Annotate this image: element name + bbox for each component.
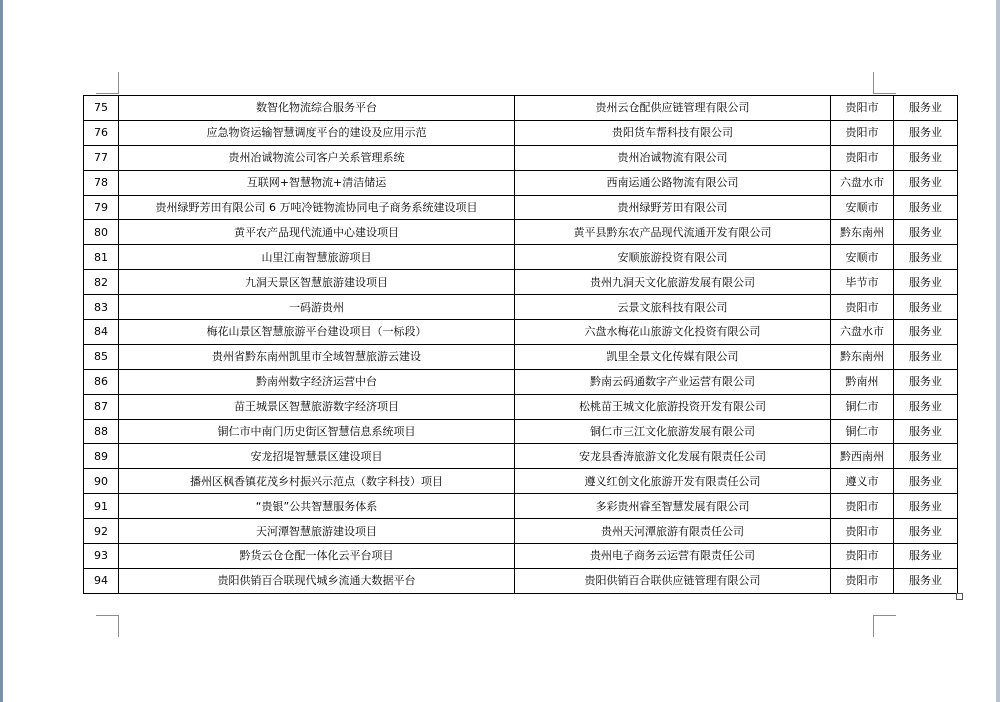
company-name-cell: 安龙县香涛旅游文化发展有限责任公司 bbox=[515, 444, 831, 469]
crop-mark-top-right bbox=[873, 72, 874, 94]
industry-cell: 服务业 bbox=[894, 145, 958, 170]
industry-cell: 服务业 bbox=[894, 369, 958, 394]
row-number-cell: 87 bbox=[84, 394, 119, 419]
project-name-cell: “贵银”公共智慧服务体系 bbox=[119, 494, 515, 519]
industry-cell: 服务业 bbox=[894, 419, 958, 444]
table-row bbox=[84, 568, 958, 593]
company-name-cell: 西南运通公路物流有限公司 bbox=[515, 170, 831, 195]
region-cell: 贵阳市 bbox=[831, 519, 894, 544]
row-number-cell: 92 bbox=[84, 519, 119, 544]
company-name-cell: 凯里全景文化传媒有限公司 bbox=[515, 344, 831, 369]
project-name-cell: 贵州绿野芳田有限公司 6 万吨冷链物流协同电子商务系统建设项目 bbox=[119, 195, 515, 220]
row-number-cell: 80 bbox=[84, 220, 119, 245]
project-name-cell: 贵州冶诚物流公司客户关系管理系统 bbox=[119, 145, 515, 170]
row-number-cell: 78 bbox=[84, 170, 119, 195]
crop-mark-bottom-left bbox=[118, 615, 119, 637]
industry-cell: 服务业 bbox=[894, 320, 958, 345]
industry-cell: 服务业 bbox=[894, 469, 958, 494]
industry-cell: 服务业 bbox=[894, 544, 958, 569]
table-row bbox=[84, 369, 958, 394]
crop-mark-bottom-left-h bbox=[96, 615, 118, 616]
region-cell: 六盘水市 bbox=[831, 170, 894, 195]
row-number-cell: 75 bbox=[84, 96, 119, 121]
company-name-cell: 安顺旅游投资有限公司 bbox=[515, 245, 831, 270]
region-cell: 毕节市 bbox=[831, 270, 894, 295]
project-name-cell: 一码游贵州 bbox=[119, 295, 515, 320]
row-number-cell: 93 bbox=[84, 544, 119, 569]
project-name-cell: 山里江南智慧旅游项目 bbox=[119, 245, 515, 270]
table-row bbox=[84, 170, 958, 195]
row-number-cell: 76 bbox=[84, 120, 119, 145]
project-table-body bbox=[84, 96, 958, 594]
industry-cell: 服务业 bbox=[894, 220, 958, 245]
region-cell: 安顺市 bbox=[831, 245, 894, 270]
company-name-cell: 贵州天河潭旅游有限责任公司 bbox=[515, 519, 831, 544]
region-cell: 遵义市 bbox=[831, 469, 894, 494]
company-name-cell: 贵州冶诚物流有限公司 bbox=[515, 145, 831, 170]
row-number-cell: 91 bbox=[84, 494, 119, 519]
company-name-cell: 贵阳供销百合联供应链管理有限公司 bbox=[515, 568, 831, 593]
crop-mark-bottom-right-h bbox=[874, 615, 896, 616]
table-row bbox=[84, 320, 958, 345]
row-number-cell: 94 bbox=[84, 568, 119, 593]
project-name-cell: 应急物资运输智慧调度平台的建设及应用示范 bbox=[119, 120, 515, 145]
region-cell: 黔西南州 bbox=[831, 444, 894, 469]
project-name-cell: 黄平农产品现代流通中心建设项目 bbox=[119, 220, 515, 245]
industry-cell: 服务业 bbox=[894, 295, 958, 320]
region-cell: 黔南州 bbox=[831, 369, 894, 394]
company-name-cell: 贵州电子商务云运营有限责任公司 bbox=[515, 544, 831, 569]
row-number-cell: 89 bbox=[84, 444, 119, 469]
industry-cell: 服务业 bbox=[894, 245, 958, 270]
region-cell: 铜仁市 bbox=[831, 419, 894, 444]
row-number-cell: 90 bbox=[84, 469, 119, 494]
table-row bbox=[84, 444, 958, 469]
industry-cell: 服务业 bbox=[894, 394, 958, 419]
project-name-cell: 贵阳供销百合联现代城乡流通大数据平台 bbox=[119, 568, 515, 593]
project-table bbox=[83, 95, 958, 594]
project-name-cell: 贵州省黔东南州凯里市全域智慧旅游云建设 bbox=[119, 344, 515, 369]
industry-cell: 服务业 bbox=[894, 444, 958, 469]
company-name-cell: 松桃苗王城文化旅游投资开发有限公司 bbox=[515, 394, 831, 419]
window-left-edge bbox=[0, 0, 3, 702]
project-name-cell: 黔南州数字经济运营中台 bbox=[119, 369, 515, 394]
region-cell: 贵阳市 bbox=[831, 145, 894, 170]
industry-cell: 服务业 bbox=[894, 120, 958, 145]
region-cell: 铜仁市 bbox=[831, 394, 894, 419]
region-cell: 安顺市 bbox=[831, 195, 894, 220]
company-name-cell: 贵州九洞天文化旅游发展有限公司 bbox=[515, 270, 831, 295]
industry-cell: 服务业 bbox=[894, 344, 958, 369]
industry-cell: 服务业 bbox=[894, 568, 958, 593]
row-number-cell: 82 bbox=[84, 270, 119, 295]
row-number-cell: 79 bbox=[84, 195, 119, 220]
industry-cell: 服务业 bbox=[894, 170, 958, 195]
region-cell: 贵阳市 bbox=[831, 544, 894, 569]
table-row bbox=[84, 195, 958, 220]
region-cell: 贵阳市 bbox=[831, 96, 894, 121]
company-name-cell: 贵州绿野芳田有限公司 bbox=[515, 195, 831, 220]
row-number-cell: 86 bbox=[84, 369, 119, 394]
project-name-cell: 安龙招堤智慧景区建设项目 bbox=[119, 444, 515, 469]
table-row bbox=[84, 519, 958, 544]
region-cell: 黔东南州 bbox=[831, 220, 894, 245]
table-row bbox=[84, 220, 958, 245]
crop-mark-bottom-right bbox=[873, 615, 874, 637]
project-name-cell: 数智化物流综合服务平台 bbox=[119, 96, 515, 121]
region-cell: 贵阳市 bbox=[831, 120, 894, 145]
row-number-cell: 77 bbox=[84, 145, 119, 170]
industry-cell: 服务业 bbox=[894, 96, 958, 121]
project-name-cell: 铜仁市中南门历史街区智慧信息系统项目 bbox=[119, 419, 515, 444]
project-name-cell: 九洞天景区智慧旅游建设项目 bbox=[119, 270, 515, 295]
crop-mark-top-left bbox=[118, 72, 119, 94]
table-row bbox=[84, 419, 958, 444]
row-number-cell: 81 bbox=[84, 245, 119, 270]
project-name-cell: 天河潭智慧旅游建设项目 bbox=[119, 519, 515, 544]
industry-cell: 服务业 bbox=[894, 494, 958, 519]
industry-cell: 服务业 bbox=[894, 195, 958, 220]
table-row bbox=[84, 344, 958, 369]
region-cell: 贵阳市 bbox=[831, 295, 894, 320]
company-name-cell: 多彩贵州睿至智慧发展有限公司 bbox=[515, 494, 831, 519]
table-row bbox=[84, 96, 958, 121]
project-name-cell: 互联网+智慧物流+清洁储运 bbox=[119, 170, 515, 195]
company-name-cell: 贵州云仓配供应链管理有限公司 bbox=[515, 96, 831, 121]
table-row bbox=[84, 394, 958, 419]
company-name-cell: 贵阳货车帮科技有限公司 bbox=[515, 120, 831, 145]
row-number-cell: 83 bbox=[84, 295, 119, 320]
table-row bbox=[84, 145, 958, 170]
vertical-scrollbar[interactable] bbox=[996, 0, 1000, 702]
table-row bbox=[84, 469, 958, 494]
company-name-cell: 六盘水梅花山旅游文化投资有限公司 bbox=[515, 320, 831, 345]
row-number-cell: 84 bbox=[84, 320, 119, 345]
company-name-cell: 黔南云码通数字产业运营有限公司 bbox=[515, 369, 831, 394]
table-row bbox=[84, 245, 958, 270]
company-name-cell: 黄平县黔东农产品现代流通开发有限公司 bbox=[515, 220, 831, 245]
industry-cell: 服务业 bbox=[894, 519, 958, 544]
project-name-cell: 黔货云仓仓配一体化云平台项目 bbox=[119, 544, 515, 569]
region-cell: 贵阳市 bbox=[831, 494, 894, 519]
company-name-cell: 云景文旅科技有限公司 bbox=[515, 295, 831, 320]
region-cell: 贵阳市 bbox=[831, 568, 894, 593]
table-resize-handle[interactable] bbox=[956, 593, 963, 600]
company-name-cell: 铜仁市三江文化旅游发展有限公司 bbox=[515, 419, 831, 444]
table-row bbox=[84, 295, 958, 320]
project-name-cell: 苗王城景区智慧旅游数字经济项目 bbox=[119, 394, 515, 419]
table-row bbox=[84, 120, 958, 145]
industry-cell: 服务业 bbox=[894, 270, 958, 295]
crop-mark-top-left-h bbox=[96, 93, 118, 94]
table-row bbox=[84, 544, 958, 569]
table-row bbox=[84, 494, 958, 519]
row-number-cell: 85 bbox=[84, 344, 119, 369]
region-cell: 黔东南州 bbox=[831, 344, 894, 369]
table-row bbox=[84, 270, 958, 295]
row-number-cell: 88 bbox=[84, 419, 119, 444]
region-cell: 六盘水市 bbox=[831, 320, 894, 345]
company-name-cell: 遵义红创文化旅游开发有限责任公司 bbox=[515, 469, 831, 494]
project-name-cell: 播州区枫香镇花茂乡村振兴示范点（数字科技）项目 bbox=[119, 469, 515, 494]
crop-mark-top-right-h bbox=[874, 93, 896, 94]
project-name-cell: 梅花山景区智慧旅游平台建设项目（一标段） bbox=[119, 320, 515, 345]
